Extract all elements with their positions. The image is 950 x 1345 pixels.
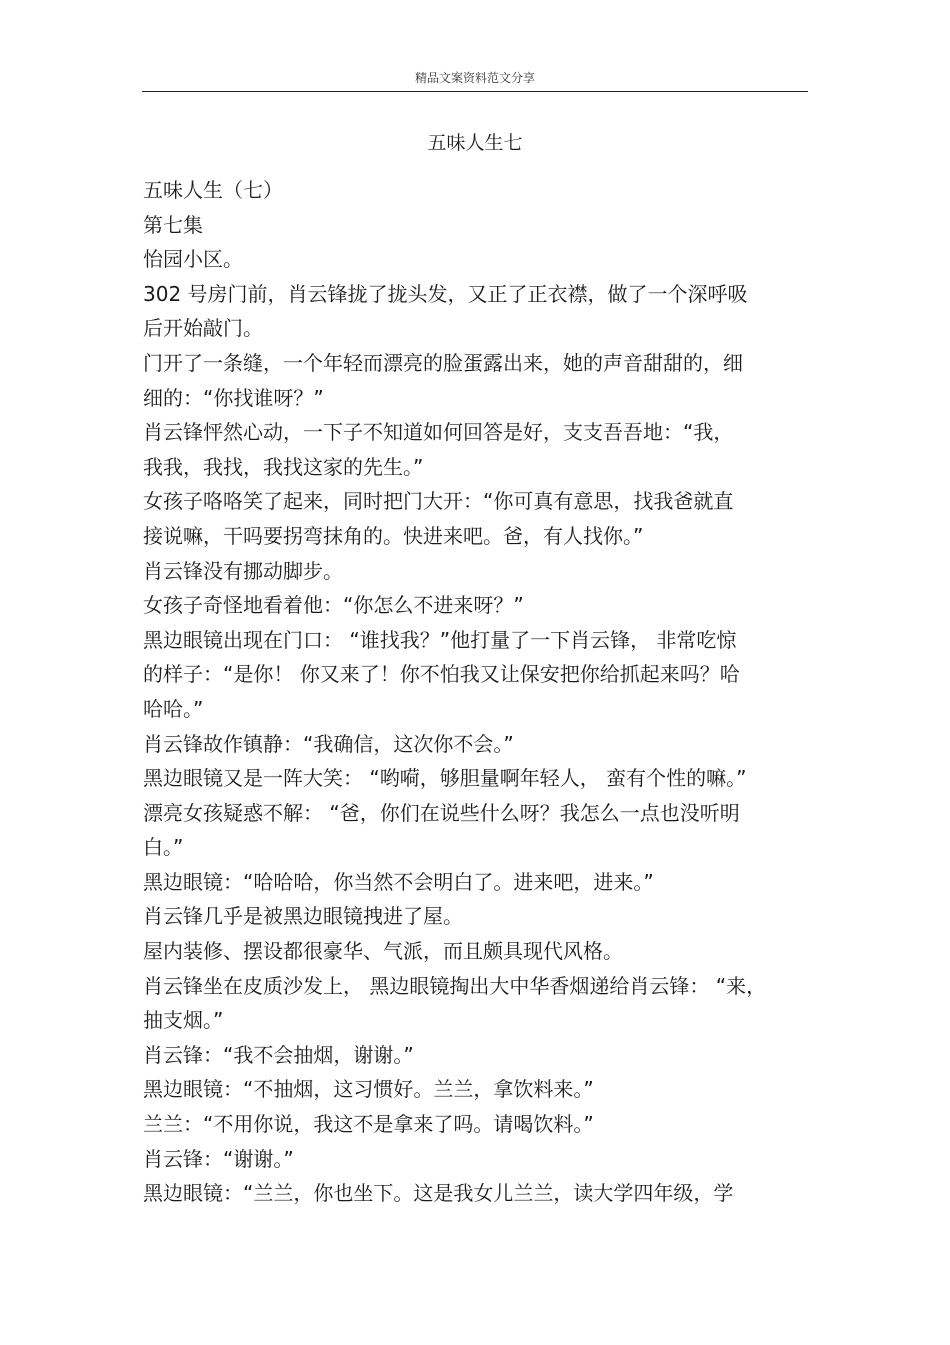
body-line: 女孩子奇怪地看着他：“你怎么不进来呀？” <box>143 593 524 618</box>
document-title: 五味人生七 <box>427 132 523 154</box>
body-line: 第七集 <box>143 212 203 237</box>
body-line: 抽支烟。” <box>143 1008 224 1033</box>
body-line: 肖云锋：“我不会抽烟，谢谢。” <box>143 1042 414 1067</box>
body-line: 接说嘛，干吗要拐弯抹角的。快进来吧。爸，有人找你。” <box>143 523 644 548</box>
body-line: 白。” <box>143 835 184 860</box>
body-line: 肖云锋坐在皮质沙发上， 黑边眼镜掏出大中华香烟递给肖云锋： “来， <box>143 973 767 998</box>
body-line: 黑边眼镜：“兰兰，你也坐下。这是我女儿兰兰，读大学四年级，学 <box>143 1181 734 1206</box>
body-line: 肖云锋：“谢谢。” <box>143 1146 294 1171</box>
body-line: 漂亮女孩疑惑不解： “爸，你们在说些什么呀？我怎么一点也没听明 <box>143 800 740 825</box>
body-line: 302 号房门前，肖云锋拢了拢头发，又正了正衣襟，做了一个深呼吸 <box>143 281 748 306</box>
body-line: 兰兰：“不用你说，我这不是拿来了吗。请喝饮料。” <box>143 1112 594 1137</box>
body-line: 后开始敲门。 <box>143 316 263 341</box>
body-line: 五味人生（七） <box>143 178 283 202</box>
body-line: 肖云锋几乎是被黑边眼镜拽进了屋。 <box>143 904 463 929</box>
body-line: 肖云锋怦然心动，一下子不知道如何回答是好，支支吾吾地：“我， <box>143 420 734 445</box>
body-line: 细的：“你找谁呀？” <box>143 385 324 410</box>
page-header: 精品文案资料范文分享 <box>414 71 535 85</box>
body-line: 黑边眼镜又是一阵大笑： “哟嗬，够胆量啊年轻人， 蛮有个性的嘛。” <box>143 766 747 791</box>
body-line: 我我，我找，我找这家的先生。” <box>143 454 424 479</box>
body-line: 怡园小区。 <box>143 247 243 272</box>
body-line: 黑边眼镜：“不抽烟，这习惯好。兰兰，拿饮料来。” <box>143 1077 594 1102</box>
body-line: 的样子：“是你！ 你又来了！你不怕我又让保安把你给抓起来吗？哈 <box>143 662 740 687</box>
body-line: 肖云锋故作镇静：“我确信，这次你不会。” <box>143 731 514 756</box>
body-line: 哈哈。” <box>143 696 204 721</box>
body-line: 黑边眼镜：“哈哈哈，你当然不会明白了。进来吧，进来。” <box>143 869 654 894</box>
body-line: 黑边眼镜出现在门口： “谁找我？”他打量了一下肖云锋， 非常吃惊 <box>143 627 737 652</box>
body-line: 女孩子咯咯笑了起来，同时把门大开：“你可真有意思，找我爸就直 <box>143 489 734 514</box>
header-divider <box>142 91 808 92</box>
body-line: 肖云锋没有挪动脚步。 <box>143 558 343 583</box>
body-line: 屋内装修、摆设都很豪华、气派，而且颇具现代风格。 <box>143 939 623 964</box>
document-body <box>143 173 808 1211</box>
body-line: 门开了一条缝，一个年轻而漂亮的脸蛋露出来，她的声音甜甜的，细 <box>143 350 743 375</box>
